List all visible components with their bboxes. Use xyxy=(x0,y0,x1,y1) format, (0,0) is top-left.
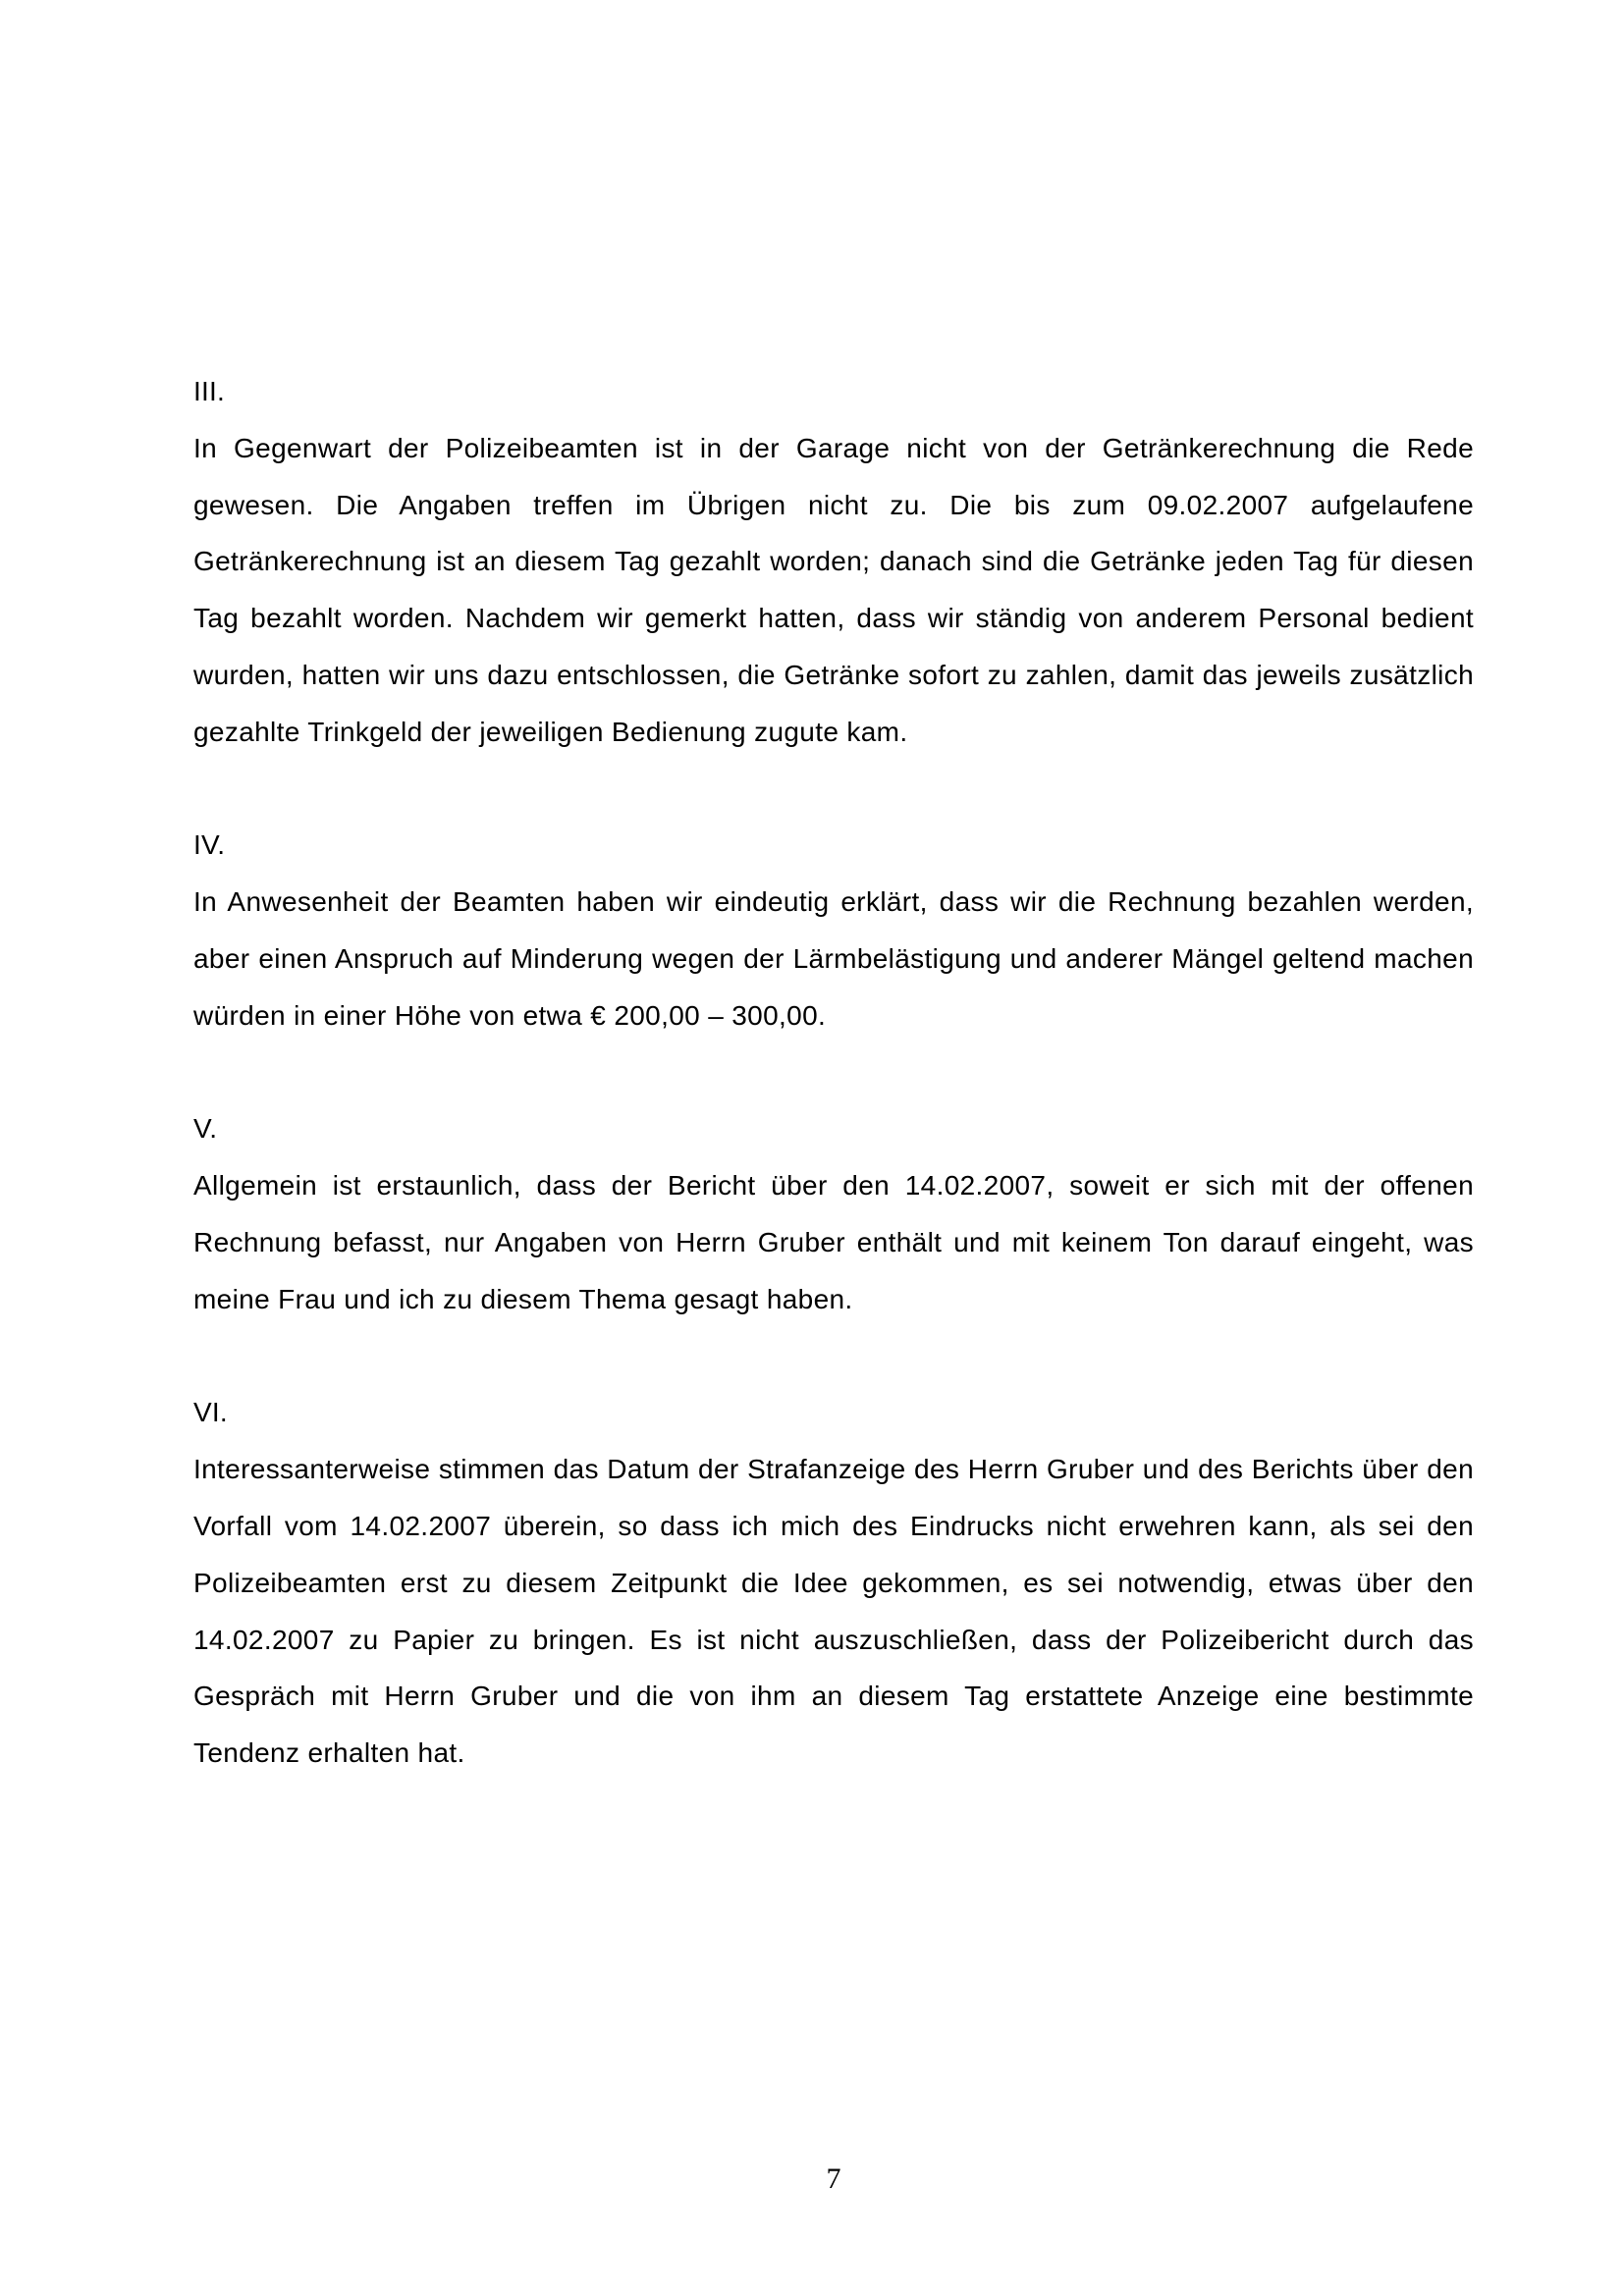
section-heading: IV. xyxy=(193,829,226,861)
section-paragraph: In Anwesenheit der Beamten haben wir eindeutig erklärt, dass wir die Rechnung bezahlen werden, aber einen Anspruch auf Minderung wegen der Lärmbelästigung und anderer Mängel geltend machen würden in einer Höhe von etwa € 200,00 – 300,00. xyxy=(193,886,1474,1031)
page-number: 7 xyxy=(826,2163,841,2195)
section-paragraph: Interessanterweise stimmen das Datum der Strafanzeige des Herrn Gruber und des Berichts über den Vorfall vom 14.02.2007 überein, so dass ich mich des Eindrucks nicht erwehren kann, als sei den Polizeibeamten erst zu diesem Zeitpunkt die Idee gekommen, es sei notwendig, etwas über den 14.02.2007 zu Papier zu bringen. Es ist nicht auszuschließen, dass der Polizeibericht durch das Gespräch mit Herrn Gruber und die von ihm an diesem Tag erstattete Anzeige eine bestimmte Tendenz erhalten hat. xyxy=(193,1454,1474,1769)
section-heading: III. xyxy=(193,376,225,406)
section-heading: V. xyxy=(193,1113,218,1145)
section-iv xyxy=(193,817,1474,1043)
section-v xyxy=(193,1100,1474,1327)
section-vi xyxy=(193,1384,1474,1782)
section-heading: VI. xyxy=(193,1397,228,1428)
document-body xyxy=(193,363,1474,1782)
section-paragraph: In Gegenwart der Polizeibeamten ist in der Garage nicht von der Getränkerechnung die Rede gewesen. Die Angaben treffen im Übrigen nicht zu. Die bis zum 09.02.2007 aufgelaufene Getränkerechnung ist an diesem Tag gezahlt worden; danach sind die Getränke jeden Tag für diesen Tag bezahlt worden. Nachdem wir gemerkt hatten, dass wir ständig von anderem Personal bedient wurden, hatten wir uns dazu entschlossen, die Getränke sofort zu zahlen, damit das jeweils zusätzlich gezahlte Trinkgeld der jeweiligen Bedienung zugute kam. xyxy=(193,432,1474,747)
section-iii xyxy=(193,363,1474,761)
section-paragraph: Allgemein ist erstaunlich, dass der Bericht über den 14.02.2007, soweit er sich mit der offenen Rechnung befasst, nur Angaben von Herrn Gruber enthält und mit keinem Ton darauf eingeht, was meine Frau und ich zu diesem Thema gesagt haben. xyxy=(193,1170,1474,1314)
